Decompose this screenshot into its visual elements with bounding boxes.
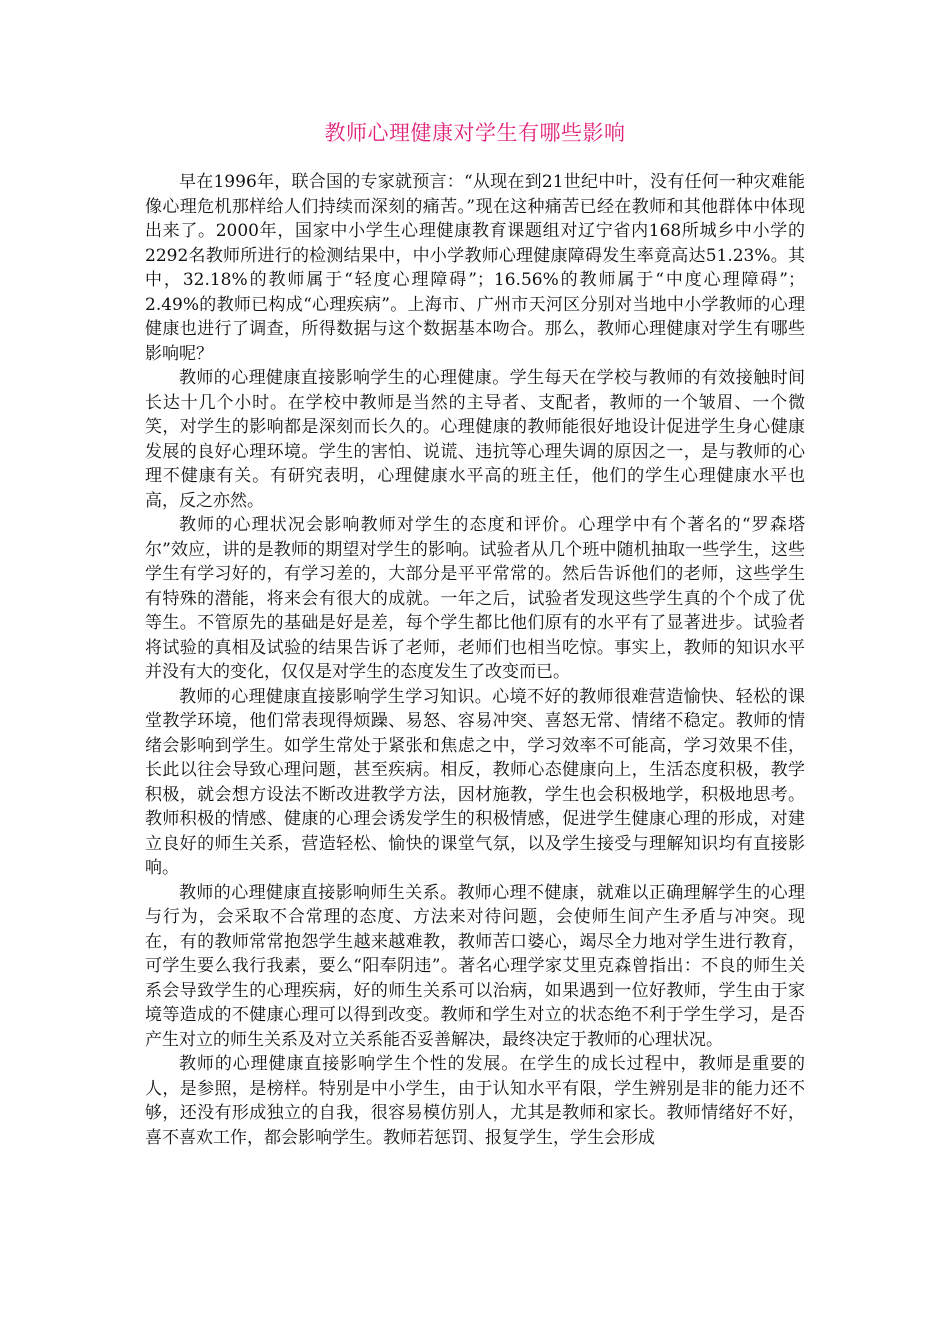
document-body <box>145 170 805 1150</box>
paragraph-attitude-evaluation: 教师的心理状况会影响教师对学生的态度和评价。心理学中有个著名的“罗森塔尔”效应，讲的是教师的期望对学生的影响。试验者从几个班中随机抽取一些学生，这些学生有学习好的，有学习差的，大部分是平平常常的。然后告诉他们的老师，这些学生有特殊的潜能，将来会有很大的成就。一年之后，试验者发现这些学生真的个个成了优等生。不管原先的基础是好是差，每个学生都比他们原有的水平有了显著进步。试验者将试验的真相及试验的结果告诉了老师，老师们也相当吃惊。事实上，教师的知识水平并没有大的变化，仅仅是对学生的态度发生了改变而已。 <box>145 515 805 682</box>
document-title: 教师心理健康对学生有哪些影响 <box>324 121 626 145</box>
paragraph-learning-knowledge: 教师的心理健康直接影响学生学习知识。心境不好的教师很难营造愉快、轻松的课堂教学环境，他们常表现得烦躁、易怒、容易冲突、喜怒无常、情绪不稳定。教师的情绪会影响到学生。如学生常处于紧张和焦虑之中，学习效率不可能高，学习效果不佳，长此以往会导致心理问题，甚至疾病。相反，教师心态健康向上，生活态度积极，教学积极，就会想方设法不断改进教学方法，因材施教，学生也会积极地学，积极地思考。教师积极的情感、健康的心理会诱发学生的积极情感，促进学生健康心理的形成，对建立良好的师生关系，营造轻松、愉快的课堂气氛，以及学生接受与理解知识均有直接影响。 <box>145 686 805 878</box>
paragraph-mental-health: 教师的心理健康直接影响学生的心理健康。学生每天在学校与教师的有效接触时间长达十几个小时。在学校中教师是当然的主导者、支配者，教师的一个皱眉、一个微笑，对学生的影响都是深刻而长久的。心理健康的教师能很好地设计促进学生身心健康发展的良好心理环境。学生的害怕、说谎、违抗等心理失调的原因之一，是与教师的心理不健康有关。有研究表明，心理健康水平高的班主任，他们的学生心理健康水平也高，反之亦然。 <box>145 368 805 511</box>
paragraph-teacher-student-relation: 教师的心理健康直接影响师生关系。教师心理不健康，就难以正确理解学生的心理与行为，会采取不合常理的态度、方法来对待问题，会使师生间产生矛盾与冲突。现在，有的教师常常抱怨学生越来越难教，教师苦口婆心，竭尽全力地对学生进行教育，可学生要么我行我素，要么“阳奉阴违”。著名心理学家艾里克森曾指出：不良的师生关系会导致学生的心理疾病，好的师生关系可以治病，如果遇到一位好教师，学生由于家境等造成的不健康心理可以得到改变。教师和学生对立的状态绝不利于学生学习，是否产生对立的师生关系及对立关系能否妥善解决，最终决定于教师的心理状况。 <box>145 882 805 1050</box>
paragraph-intro: 早在1996年，联合国的专家就预言：“从现在到21世纪中叶，没有任何一种灾难能像心理危机那样给人们持续而深刻的痛苦。”现在这种痛苦已经在教师和其他群体中体现出来了。2000年，国家中小学生心理健康教育课题组对辽宁省内168所城乡中小学的2292名教师所进行的检测结果中，中小学教师心理健康障碍发生率竟高达51.23%。其中，32.18%的教师属于“轻度心理障碍”；16.56%的教师属于“中度心理障碍”；2.49%的教师已构成“心理疾病”。上海市、广州市天河区分别对当地中小学教师的心理健康也进行了调查，所得数据与这个数据基本吻合。那么，教师心理健康对学生有哪些影响呢？ <box>145 172 805 364</box>
paragraph-personality-development: 教师的心理健康直接影响学生个性的发展。在学生的成长过程中，教师是重要的人，是参照，是榜样。特别是中小学生，由于认知水平有限，学生辨别是非的能力还不够，还没有形成独立的自我，很容易模仿别人，尤其是教师和家长。教师情绪好不好，喜不喜欢工作，都会影响学生。教师若惩罚、报复学生，学生会形成 <box>145 1054 805 1148</box>
